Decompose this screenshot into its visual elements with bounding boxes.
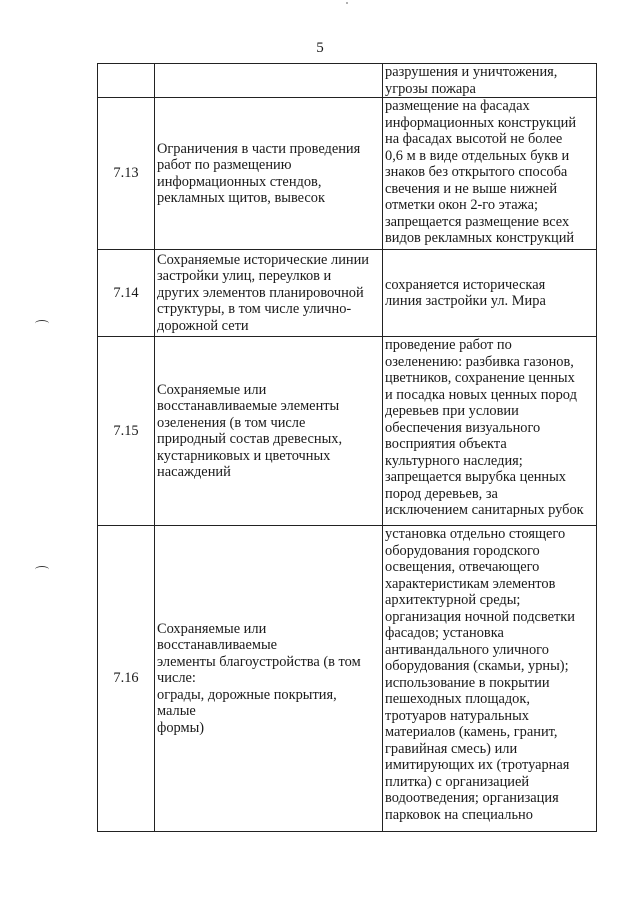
row-name: Сохраняемые исторические линии застройки улиц, переулков и других элементов планировочной структуры, в том числе улично- дорожной сети bbox=[155, 250, 383, 337]
table-row bbox=[98, 98, 597, 250]
table-row bbox=[98, 250, 597, 337]
page-number: 5 bbox=[316, 40, 324, 56]
row-number: 7.14 bbox=[98, 250, 155, 337]
row-number bbox=[98, 64, 155, 98]
row-number: 7.13 bbox=[98, 98, 155, 250]
row-name: Ограничения в части проведения работ по размещению информационных стендов, рекламных щитов, вывесок bbox=[155, 98, 383, 250]
row-value: проведение работ по озеленению: разбивка газонов, цветников, сохранение ценных и посадка новых ценных пород деревьев при условии обеспечения визуального восприятия объекта культурного наследия; запрещается вырубка ценных пород деревьев, за исключением санитарных рубок bbox=[383, 337, 597, 526]
row-value: разрушения и уничтожения, угрозы пожара bbox=[383, 64, 597, 98]
row-name bbox=[155, 64, 383, 98]
row-value: установка отдельно стоящего оборудования городского освещения, отвечающего характеристикам элементов архитектурной среды; организация ночной подсветки фасадов; установка антивандального уличного оборудования (скамьи, урны); использование в покрытии пешеходных площадок, тротуаров натуральных материалов (камень, гранит, гравийная смесь) или имитирующих их (тротуарная плитка) с организацией водоотведения; организация парковок на специально bbox=[383, 526, 597, 832]
row-number: 7.15 bbox=[98, 337, 155, 526]
regulations-table bbox=[97, 63, 597, 832]
row-value: сохраняется историческая линия застройки ул. Мира bbox=[383, 250, 597, 337]
row-value: размещение на фасадах информационных конструкций на фасадах высотой не более 0,6 м в виде отдельных букв и знаков без открытого способа свечения и не выше нижней отметки окон 2-го этажа; запрещается размещение всех видов рекламных конструкций bbox=[383, 98, 597, 250]
table-row bbox=[98, 337, 597, 526]
row-number: 7.16 bbox=[98, 526, 155, 832]
scan-dot bbox=[346, 2, 348, 4]
margin-mark bbox=[35, 566, 49, 573]
row-name: Сохраняемые или восстанавливаемые элементы благоустройства (в том числе: ограды, дорожные покрытия, малые формы) bbox=[155, 526, 383, 832]
table-row bbox=[98, 526, 597, 832]
row-name: Сохраняемые или восстанавливаемые элементы озеленения (в том числе природный состав древесных, кустарниковых и цветочных насаждений bbox=[155, 337, 383, 526]
margin-mark bbox=[35, 320, 49, 327]
table-row bbox=[98, 64, 597, 98]
